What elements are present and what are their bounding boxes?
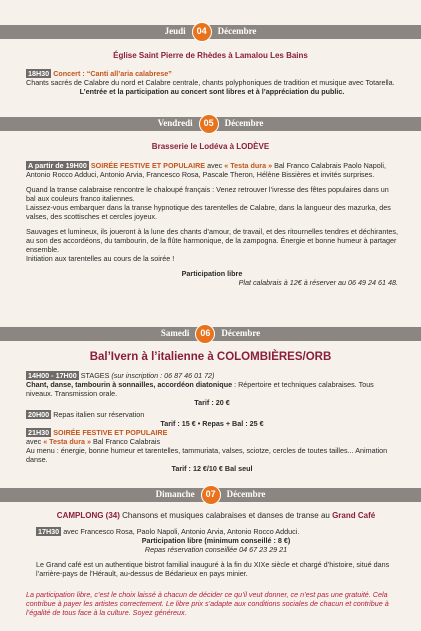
date-badge: 05 bbox=[199, 114, 219, 134]
band-desc: Bal Franco Calabrais bbox=[93, 437, 161, 446]
event-jeudi bbox=[26, 69, 398, 96]
tarif: Tarif : 15 € • Repas + Bal : 25 € bbox=[160, 419, 264, 428]
footer-note: La participation libre, c’est le choix laissé à chacun de décider ce qu’il veut donner, ce n’est pas une gratuité. Cela contribue à payer les artistes correctement. Le libre prix s’adapte aux conditions sociales de chacun et contribue à l’égalité de tous face à la culture. Soyez généreux. bbox=[26, 590, 389, 617]
participation: Participation libre bbox=[181, 269, 243, 278]
event-dimanche bbox=[36, 511, 396, 578]
time-badge: 17H30 bbox=[38, 527, 60, 536]
day-name: Vendredi bbox=[157, 118, 193, 129]
paragraph: Quand la transe calabraise rencontre le chaloupé français : Venez retrouver l’ivresse des fêtes populaires dans un bal aux couleurs franco italiennes. bbox=[26, 185, 389, 203]
participation: Participation libre (minimum conseillé : 8 €) bbox=[141, 536, 291, 545]
venue-title: CAMPLONG (34) bbox=[56, 511, 120, 520]
repas-label: Repas italien sur réservation bbox=[53, 410, 145, 419]
venue-desc: Chansons et musiques calabraises et danses de transe au bbox=[122, 511, 330, 520]
stages-detail: : Répertoire et techniques calabraises. Tous niveaux. Transmission orale. bbox=[26, 380, 374, 398]
event-samedi bbox=[26, 371, 398, 473]
day-name: Samedi bbox=[160, 328, 190, 339]
plat-info: Plat calabrais à 12€ à réserver au 06 49 24 61 48. bbox=[238, 278, 398, 287]
paragraph: Initiation aux tarentelles au cours de la soirée ! bbox=[26, 254, 175, 263]
time-badge: 14H00 - 17H00 bbox=[28, 371, 77, 380]
time-badge: 18H30 bbox=[28, 69, 50, 78]
event-title: SOIRÉE FESTIVE ET POPULAIRE bbox=[90, 161, 206, 170]
date-badge: 06 bbox=[195, 324, 215, 344]
day-band-vendredi bbox=[0, 117, 421, 131]
event-desc: Chants sacrés de Calabre du nord et Calabre centrale, chants polyphoniques de tradition et musique avec Totarella. bbox=[26, 78, 395, 87]
event-title: Concert : “Canti all’aria calabrese” bbox=[53, 69, 172, 78]
month-name: Décembre bbox=[224, 118, 264, 129]
event-note: L’entrée et la participation au concert sont libres et à l’appréciation du public. bbox=[79, 87, 345, 96]
time-badge: 20H00 bbox=[28, 410, 50, 419]
venue-name: Grand Café bbox=[332, 511, 376, 520]
inscription: (sur inscription : 06 87 46 01 72) bbox=[111, 371, 215, 380]
month-name: Décembre bbox=[221, 328, 261, 339]
avec-label: avec bbox=[207, 161, 223, 170]
lineup: Bal Franco Calabrais Paolo Napoli, Antonio Rocco Adduci, Antonio Arvia, Francesco Rosa, Pascale Theron, Hélène Bissières et invités surprises. bbox=[26, 161, 386, 179]
day-band-samedi bbox=[0, 327, 421, 341]
day-name: Jeudi bbox=[164, 26, 186, 37]
artists: avec Francesco Rosa, Paolo Napoli, Antonio Arvia, Antonio Rocco Adduci. bbox=[63, 527, 300, 536]
stages-label: STAGES bbox=[80, 371, 110, 380]
venue-title: Brasserie le Lodéva à LODÈVE bbox=[151, 142, 270, 151]
menu-text: Au menu : énergie, bonne humeur et tarentelles, tammuriata, valses, sciotze, cercles de toutes tailles... Animation danse. bbox=[26, 446, 388, 464]
event-vendredi bbox=[26, 161, 398, 287]
paragraph: Sauvages et lumineux, ils joueront à la lune des chants d’amour, de travail, et des ritournelles tendres et déchirantes, au son des accordéons, du tambourin, de la flûte harmonique, de la zampogna. Énergie et bonne humeur à partager ensemble. bbox=[26, 227, 398, 254]
day-name: Dimanche bbox=[155, 489, 195, 500]
time-badge: 21H30 bbox=[28, 428, 50, 437]
venue-title: Bal’Ivern à l’italienne à COLOMBIÈRES/ORB bbox=[89, 351, 332, 363]
band-name: « Testa dura » bbox=[224, 161, 273, 170]
day-band-dimanche bbox=[0, 488, 421, 502]
month-name: Décembre bbox=[226, 489, 266, 500]
paragraph: Laissez-vous embarquer dans la transe hypnotique des tarentelles de Calabre, dans la langueur des mazurka, des valses, des scottisches et cercles joyeux. bbox=[26, 203, 391, 221]
cafe-desc: Le Grand café est un authentique bistrot familial inauguré à la fin du XIXe siècle et chargé d’histoire, situé dans l’arrière-pays de l’Hérault, au-dessus de Bédarieux en pays minier. bbox=[36, 560, 390, 578]
time-badge: A partir de 19H00 bbox=[28, 161, 87, 170]
date-badge: 07 bbox=[201, 485, 221, 505]
stages-topics: Chant, danse, tambourin à sonnailles, accordéon diatonique bbox=[26, 380, 233, 389]
date-badge: 04 bbox=[192, 22, 212, 42]
tarif: Tarif : 12 €/10 € Bal seul bbox=[171, 464, 253, 473]
event-title: SOIRÉE FESTIVE ET POPULAIRE bbox=[53, 428, 168, 437]
month-name: Décembre bbox=[217, 26, 257, 37]
avec-label: avec bbox=[26, 437, 42, 446]
tarif: Tarif : 20 € bbox=[194, 398, 230, 407]
venue-title: Église Saint Pierre de Rhèdes à Lamalou Les Bains bbox=[113, 51, 308, 60]
day-band-jeudi bbox=[0, 25, 421, 39]
band-name: « Testa dura » bbox=[43, 437, 91, 446]
repas-info: Repas réservation conseillée 04 67 23 29 21 bbox=[144, 545, 288, 554]
